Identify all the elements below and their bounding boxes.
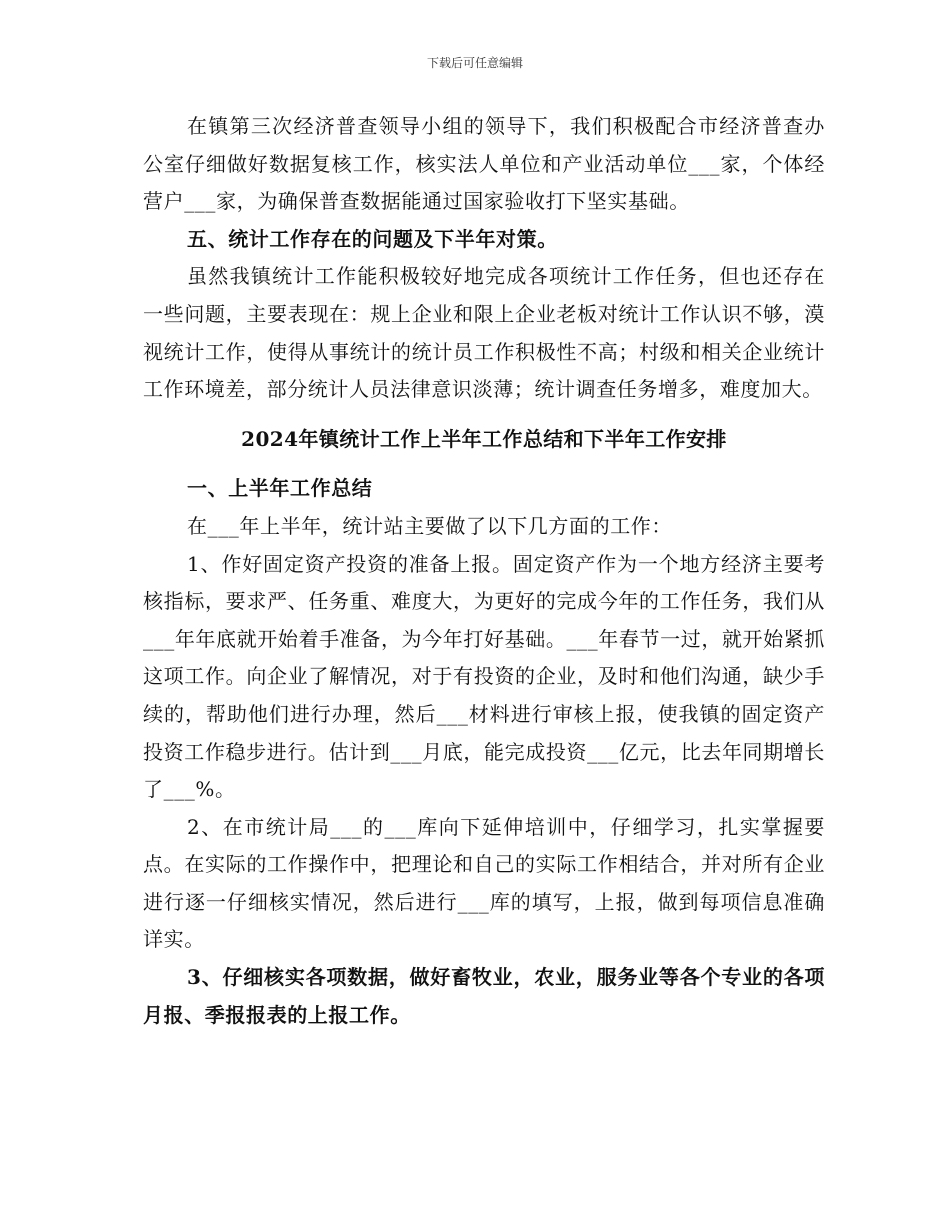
paragraph-summary-intro: 在___年上半年，统计站主要做了以下几方面的工作： [187, 513, 672, 538]
paragraph-census-review: 在镇第三次经济普查领导小组的领导下，我们积极配合市经济普查办公室仔细做好数据复核工作，核实法人单位和产业活动单位___家，个体经营户___家，为确保普查数据能通过国家验收打下坚实基础。 [143, 114, 825, 214]
paragraph-item-3: 3、仔细核实各项数据，做好畜牧业，农业，服务业等各个专业的各项月报、季报报表的上报工作。 [143, 965, 825, 1027]
document-body [143, 108, 825, 1034]
paragraph-problems: 虽然我镇统计工作能积极较好地完成各项统计工作任务，但也还存在一些问题，主要表现在：规上企业和限上企业老板对统计工作认识不够，漠视统计工作，使得从事统计的统计员工作积极性不高；村级和相关企业统计工作环境差，部分统计人员法律意识淡薄；统计调查任务增多，难度加大。 [143, 264, 825, 402]
document-title: 2024年镇统计工作上半年工作总结和下半年工作安排 [241, 426, 727, 451]
paragraph-item-2: 2、在市统计局___的___库向下延伸培训中，仔细学习，扎实掌握要点。在实际的工作操作中，把理论和自己的实际工作相结合，并对所有企业进行逐一仔细核实情况，然后进行___库的填写，上报，做到每项信息准确详实。 [143, 814, 825, 952]
page-header: 下载后可任意编辑 [426, 56, 523, 70]
section-heading-summary: 一、上半年工作总结 [187, 476, 373, 501]
section-heading-problems: 五、统计工作存在的问题及下半年对策。 [187, 226, 558, 251]
paragraph-item-1: 1、作好固定资产投资的准备上报。固定资产作为一个地方经济主要考核指标，要求严、任务重、难度大，为更好的完成今年的工作任务，我们从___年年底就开始着手准备，为今年打好基础。___年春节一过，就开始紧抓这项工作。向企业了解情况，对于有投资的企业，及时和他们沟通，缺少手续的，帮助他们进行办理，然后___材料进行审核上报，使我镇的固定资产投资工作稳步进行。估计到___月底，能完成投资___亿元，比去年同期增长了___%。 [143, 551, 825, 802]
